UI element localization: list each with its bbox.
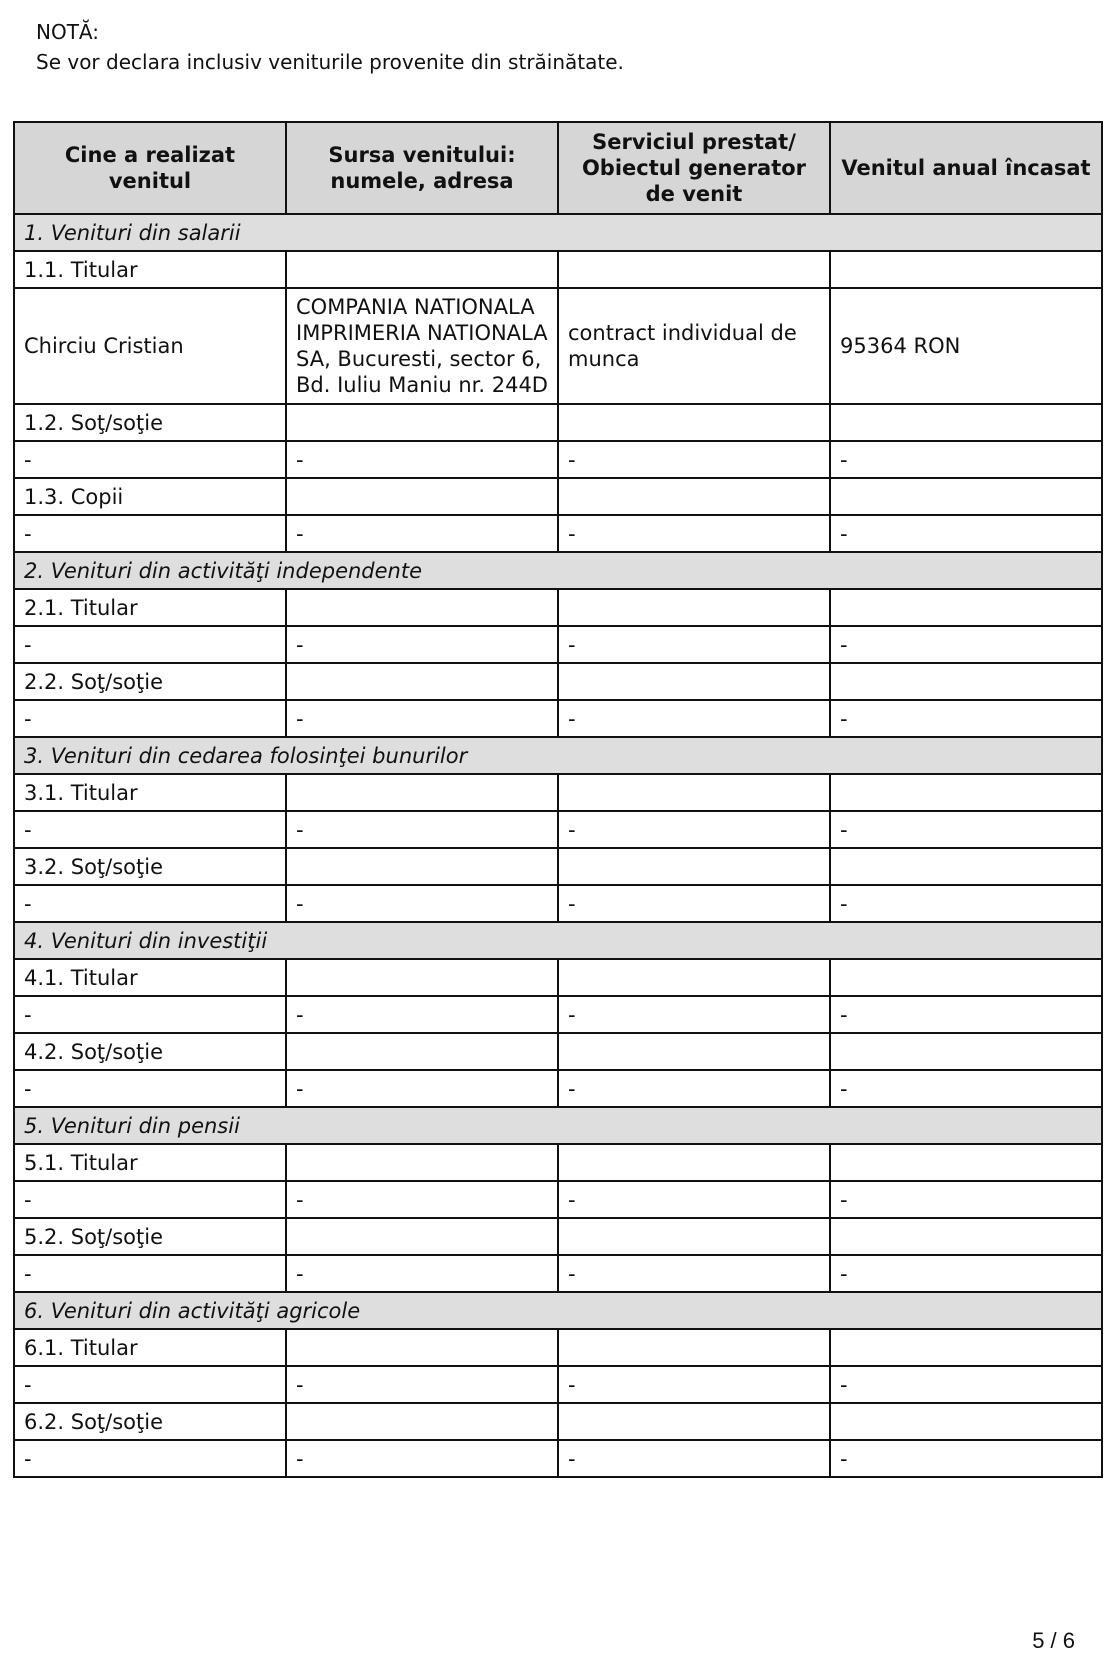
table-row: [14, 1144, 1102, 1181]
cell-cine: 5.2. Soţ/soţie: [14, 1218, 286, 1255]
cell-venitul: -: [830, 1181, 1102, 1218]
cell-venitul: -: [830, 700, 1102, 737]
cell-serviciul: -: [558, 996, 830, 1033]
note-text: Se vor declara inclusiv veniturile provenite din străinătate.: [36, 50, 624, 74]
cell-cine: 1.2. Soţ/soţie: [14, 404, 286, 441]
cell-cine: -: [14, 700, 286, 737]
cell-venitul: -: [830, 1440, 1102, 1477]
income-table: [13, 121, 1103, 1478]
cell-venitul: -: [830, 441, 1102, 478]
cell-cine: 4.2. Soţ/soţie: [14, 1033, 286, 1070]
cell-serviciul: contract individual de munca: [558, 288, 830, 404]
cell-venitul: [830, 1218, 1102, 1255]
table-row: [14, 1403, 1102, 1440]
cell-venitul: -: [830, 811, 1102, 848]
cell-sursa: -: [286, 441, 558, 478]
cell-cine: 2.1. Titular: [14, 589, 286, 626]
cell-venitul: [830, 1403, 1102, 1440]
cell-sursa: [286, 1033, 558, 1070]
cell-cine: 4.1. Titular: [14, 959, 286, 996]
table-row: [14, 251, 1102, 288]
cell-serviciul: -: [558, 1255, 830, 1292]
table-row: [14, 1329, 1102, 1366]
cell-sursa: [286, 404, 558, 441]
cell-venitul: [830, 478, 1102, 515]
cell-sursa: -: [286, 515, 558, 552]
cell-venitul: [830, 1144, 1102, 1181]
cell-venitul: [830, 589, 1102, 626]
cell-sursa: [286, 663, 558, 700]
cell-cine: 1.1. Titular: [14, 251, 286, 288]
table-row: [14, 959, 1102, 996]
cell-cine: 3.2. Soţ/soţie: [14, 848, 286, 885]
cell-serviciul: [558, 1403, 830, 1440]
cell-venitul: -: [830, 885, 1102, 922]
cell-serviciul: [558, 663, 830, 700]
cell-serviciul: [558, 774, 830, 811]
cell-sursa: [286, 478, 558, 515]
cell-sursa: [286, 1403, 558, 1440]
table-row: [14, 774, 1102, 811]
cell-cine: 6.2. Soţ/soţie: [14, 1403, 286, 1440]
cell-cine: 6.1. Titular: [14, 1329, 286, 1366]
note-block: [36, 17, 624, 77]
cell-sursa: [286, 1144, 558, 1181]
header-cine: Cine a realizat venitul: [14, 122, 286, 214]
income-table-body: [14, 214, 1102, 1477]
cell-venitul: 95364 RON: [830, 288, 1102, 404]
note-title: NOTĂ:: [36, 20, 99, 44]
cell-serviciul: [558, 478, 830, 515]
cell-sursa: COMPANIA NATIONALA IMPRIMERIA NATIONALA SA, Bucuresti, sector 6, Bd. Iuliu Maniu nr. 244D: [286, 288, 558, 404]
cell-sursa: -: [286, 1255, 558, 1292]
header-venitul: Venitul anual încasat: [830, 122, 1102, 214]
table-row: [14, 1218, 1102, 1255]
cell-serviciul: [558, 1033, 830, 1070]
cell-serviciul: -: [558, 1070, 830, 1107]
cell-serviciul: -: [558, 811, 830, 848]
cell-sursa: -: [286, 885, 558, 922]
table-row: [14, 1033, 1102, 1070]
cell-cine: -: [14, 1366, 286, 1403]
cell-sursa: -: [286, 1366, 558, 1403]
table-row: [14, 885, 1102, 922]
cell-venitul: [830, 1329, 1102, 1366]
table-row: [14, 996, 1102, 1033]
cell-venitul: [830, 959, 1102, 996]
header-serviciul: Serviciul prestat/ Obiectul generator de venit: [558, 122, 830, 214]
cell-venitul: [830, 848, 1102, 885]
cell-serviciul: [558, 404, 830, 441]
section-row: [14, 1107, 1102, 1144]
cell-sursa: -: [286, 1181, 558, 1218]
cell-serviciul: -: [558, 1181, 830, 1218]
table-row: [14, 1255, 1102, 1292]
page-number: 5 / 6: [1032, 1628, 1075, 1653]
cell-cine: -: [14, 626, 286, 663]
cell-serviciul: [558, 1144, 830, 1181]
cell-cine: -: [14, 1255, 286, 1292]
cell-serviciul: -: [558, 441, 830, 478]
cell-serviciul: [558, 848, 830, 885]
cell-cine: -: [14, 1440, 286, 1477]
cell-cine: 3.1. Titular: [14, 774, 286, 811]
table-row: [14, 1181, 1102, 1218]
table-row: [14, 1070, 1102, 1107]
section-label: 4. Venituri din investiţii: [14, 922, 1102, 959]
cell-sursa: [286, 1218, 558, 1255]
cell-serviciul: [558, 251, 830, 288]
cell-serviciul: [558, 589, 830, 626]
cell-sursa: [286, 589, 558, 626]
table-row: [14, 515, 1102, 552]
cell-serviciul: -: [558, 1440, 830, 1477]
cell-cine: -: [14, 515, 286, 552]
cell-sursa: [286, 848, 558, 885]
table-row: [14, 288, 1102, 404]
section-row: [14, 922, 1102, 959]
cell-serviciul: -: [558, 626, 830, 663]
cell-serviciul: -: [558, 1366, 830, 1403]
cell-cine: 5.1. Titular: [14, 1144, 286, 1181]
cell-cine: 1.3. Copii: [14, 478, 286, 515]
cell-cine: 2.2. Soţ/soţie: [14, 663, 286, 700]
table-row: [14, 811, 1102, 848]
table-row: [14, 700, 1102, 737]
section-label: 3. Venituri din cedarea folosinţei bunurilor: [14, 737, 1102, 774]
cell-serviciul: [558, 959, 830, 996]
cell-sursa: -: [286, 1440, 558, 1477]
cell-serviciul: -: [558, 700, 830, 737]
table-row: [14, 848, 1102, 885]
cell-sursa: -: [286, 1070, 558, 1107]
cell-cine: -: [14, 996, 286, 1033]
cell-venitul: [830, 774, 1102, 811]
cell-sursa: [286, 251, 558, 288]
section-label: 1. Venituri din salarii: [14, 214, 1102, 251]
cell-sursa: [286, 774, 558, 811]
section-row: [14, 737, 1102, 774]
cell-serviciul: -: [558, 515, 830, 552]
cell-venitul: [830, 663, 1102, 700]
cell-serviciul: [558, 1218, 830, 1255]
table-row: [14, 1366, 1102, 1403]
section-row: [14, 552, 1102, 589]
section-label: 6. Venituri din activităţi agricole: [14, 1292, 1102, 1329]
cell-sursa: -: [286, 996, 558, 1033]
section-label: 2. Venituri din activităţi independente: [14, 552, 1102, 589]
section-row: [14, 214, 1102, 251]
cell-cine: -: [14, 885, 286, 922]
cell-sursa: [286, 959, 558, 996]
cell-sursa: -: [286, 626, 558, 663]
cell-cine: -: [14, 1070, 286, 1107]
table-row: [14, 589, 1102, 626]
cell-cine: Chirciu Cristian: [14, 288, 286, 404]
header-row: [14, 122, 1102, 214]
cell-sursa: [286, 1329, 558, 1366]
table-row: [14, 663, 1102, 700]
cell-venitul: [830, 251, 1102, 288]
cell-cine: -: [14, 1181, 286, 1218]
cell-serviciul: -: [558, 885, 830, 922]
table-row: [14, 478, 1102, 515]
table-row: [14, 626, 1102, 663]
cell-venitul: [830, 1033, 1102, 1070]
section-label: 5. Venituri din pensii: [14, 1107, 1102, 1144]
cell-venitul: -: [830, 1070, 1102, 1107]
cell-sursa: -: [286, 700, 558, 737]
table-row: [14, 441, 1102, 478]
cell-venitul: -: [830, 515, 1102, 552]
table-row: [14, 1440, 1102, 1477]
cell-venitul: [830, 404, 1102, 441]
table-row: [14, 404, 1102, 441]
cell-venitul: -: [830, 1366, 1102, 1403]
cell-cine: -: [14, 441, 286, 478]
header-sursa: Sursa venitului: numele, adresa: [286, 122, 558, 214]
cell-sursa: -: [286, 811, 558, 848]
cell-venitul: -: [830, 1255, 1102, 1292]
cell-cine: -: [14, 811, 286, 848]
cell-serviciul: [558, 1329, 830, 1366]
section-row: [14, 1292, 1102, 1329]
cell-venitul: -: [830, 626, 1102, 663]
cell-venitul: -: [830, 996, 1102, 1033]
